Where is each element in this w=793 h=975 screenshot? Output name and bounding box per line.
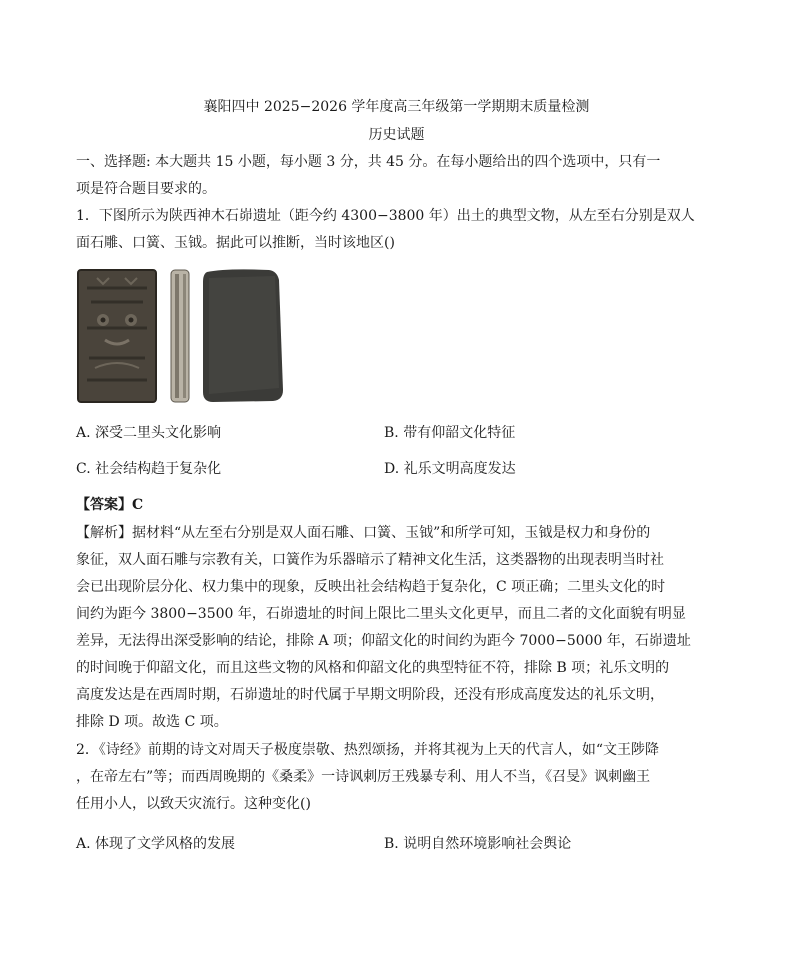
q1-analysis-line: 排除 D 项。故选 C 项。 bbox=[76, 714, 228, 730]
double-face-stone-carving-image bbox=[78, 270, 156, 402]
q1-option-b: B. 带有仰韶文化特征 bbox=[384, 425, 516, 441]
artifacts-photo bbox=[77, 268, 287, 404]
q2-stem-line: 任用小人，以致天灾流行。这种变化() bbox=[76, 796, 311, 812]
q2-option-a: A. 体现了文学风格的发展 bbox=[76, 836, 236, 852]
q1-analysis-line: 象征，双人面石雕与宗教有关，口簧作为乐器暗示了精神文化生活，这类器物的出现表明当时社 bbox=[76, 552, 664, 568]
section-instructions-line1: 一、选择题: 本大题共 15 小题，每小题 3 分，共 45 分。在每小题给出的四个选项中，只有一 bbox=[76, 154, 661, 170]
q1-stem-line1: 1．下图所示为陕西神木石峁遗址（距今约 4300−3800 年）出土的典型文物，从左至右分别是双人 bbox=[76, 208, 695, 224]
q1-answer: 【答案】C bbox=[76, 497, 144, 513]
exam-title: 襄阳四中 2025−2026 学年度高三年级第一学期期末质量检测 bbox=[203, 99, 590, 115]
q2-stem-line: ，在帝左右”等；而西周晚期的《桑柔》一诗讽刺厉王残暴专利、用人不当，《召旻》讽刺幽王 bbox=[76, 769, 651, 785]
section-instructions-line2: 项是符合题目要求的。 bbox=[76, 181, 216, 197]
q1-analysis-line: 的时间晚于仰韶文化，而且这些文物的风格和仰韶文化的典型特征不符，排除 B 项；礼乐文明的 bbox=[76, 660, 670, 676]
q1-option-a: A. 深受二里头文化影响 bbox=[76, 425, 222, 441]
q2-option-b: B. 说明自然环境影响社会舆论 bbox=[384, 836, 572, 852]
q1-analysis-line: 会已出现阶层分化、权力集中的现象，反映出社会结构趋于复杂化，C 项正确；二里头文化的时 bbox=[76, 579, 666, 595]
q1-analysis-line: 【解析】据材料“从左至右分别是双人面石雕、口簧、玉钺”和所学可知，玉钺是权力和身份的 bbox=[76, 525, 651, 541]
q2-stem-line: 2．《诗经》前期的诗文对周天子极度崇敬、热烈颂扬，并将其视为上天的代言人，如“文王陟降 bbox=[76, 742, 660, 758]
bone-mouth-harp-image bbox=[171, 270, 189, 402]
q1-stem-line2: 面石雕、口簧、玉钺。据此可以推断，当时该地区() bbox=[76, 235, 395, 251]
q1-analysis-line: 高度发达是在西周时期，石峁遗址的时代属于早期文明阶段，还没有形成高度发达的礼乐文明， bbox=[76, 687, 664, 703]
q1-option-c: C. 社会结构趋于复杂化 bbox=[76, 461, 222, 477]
subject-title: 历史试题 bbox=[368, 127, 425, 143]
q1-option-d: D. 礼乐文明高度发达 bbox=[384, 461, 516, 477]
q1-analysis-line: 差异，无法得出深受影响的结论，排除 A 项；仰韶文化的时间约为距今 7000−5000 年，石峁遗址 bbox=[76, 633, 691, 649]
jade-axe-image bbox=[203, 269, 283, 402]
q1-analysis-line: 间约为距今 3800−3500 年，石峁遗址的时间上限比二里头文化更早，而且二者的文化面貌有明显 bbox=[76, 606, 686, 622]
